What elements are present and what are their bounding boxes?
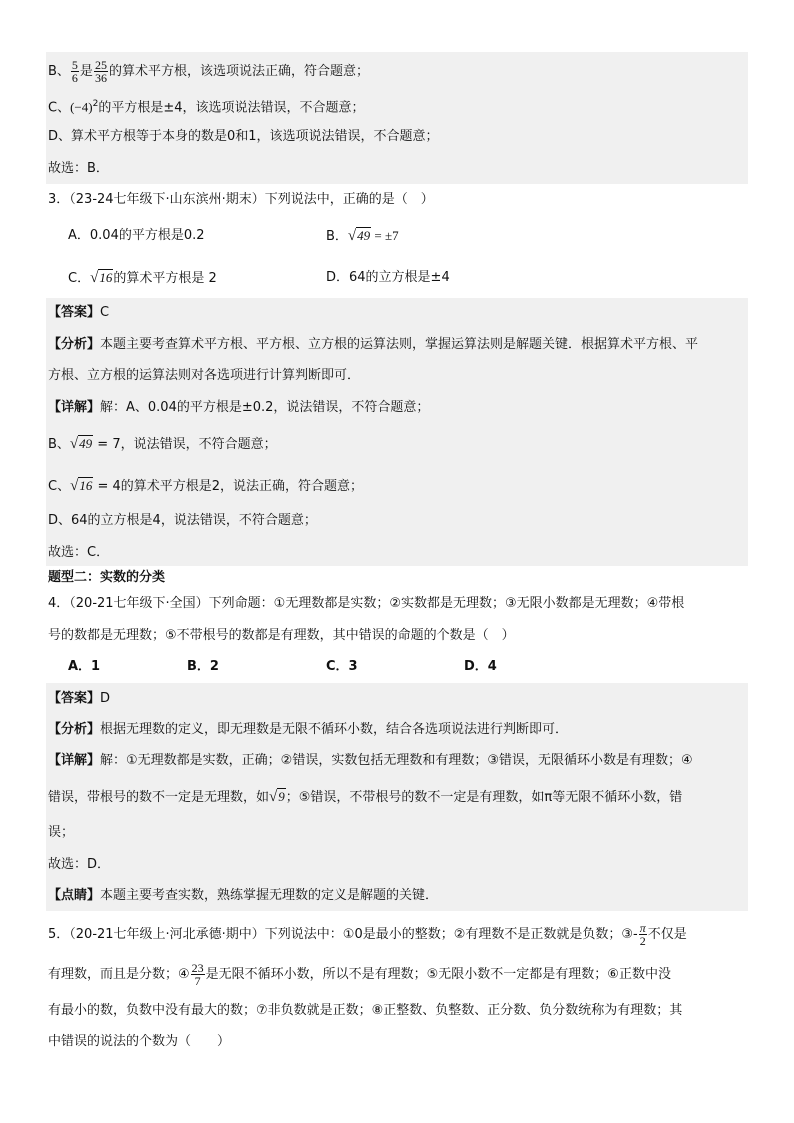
question-5-stem-line-4: 中错误的说法的个数为（ ）: [48, 1034, 231, 1049]
fraction-23-7: [191, 962, 205, 987]
radicand: 9: [278, 789, 285, 804]
fraction-denominator: 36: [94, 71, 107, 85]
q3-detail-b: [48, 434, 277, 455]
sqrt-16: √16: [90, 270, 113, 286]
analysis-label: 【分析】: [48, 722, 101, 737]
q3-analysis-line-1: [48, 335, 698, 355]
question-5-stem-line-3: 有最小的数，负数中没有最大的数；⑦非负数就是正数；⑧正整数、负整数、正分数、负分数统称为有理数；其: [48, 1003, 683, 1018]
q3-answer: [48, 303, 109, 323]
detail-prefix: C、: [48, 479, 71, 494]
option-text: 的算术平方根是 2: [113, 271, 217, 286]
q3-detail-a: [48, 398, 429, 418]
q3-option-d: D．64的立方根是±4: [326, 270, 450, 285]
fraction-25-36: [94, 59, 108, 84]
option-c-text: 的平方根是±4，该选项说法错误，不合题意；: [98, 100, 365, 116]
sqrt-16: √16: [70, 478, 93, 494]
sqrt-9: √9: [269, 789, 285, 805]
q4-detail-line-1: [48, 751, 693, 771]
option-label: C．: [68, 271, 91, 286]
option-text: = ±7: [371, 228, 399, 243]
option-label: B．: [326, 229, 348, 244]
option-d-explanation: D、算术平方根等于本身的数是0和1，该选项说法错误，不合题意；: [48, 129, 439, 144]
option-b-text: 的算术平方根，该选项说法正确，符合题意；: [108, 64, 369, 79]
q4-choice: 故选：D．: [48, 857, 111, 872]
q4-option-b: B．2: [187, 659, 219, 674]
radicand: 49: [357, 228, 371, 243]
detail-label: 【详解】: [48, 400, 101, 415]
detail-text: = 7，说法错误，不符合题意；: [93, 437, 277, 452]
option-b-explanation: [48, 56, 369, 88]
option-c-explanation: [48, 94, 364, 118]
analysis-text: 根据无理数的定义，即无理数是无限不循环小数，结合各选项说法进行判断即可．: [100, 722, 569, 737]
q4-analysis: [48, 720, 568, 740]
comment-text: 本题主要考查实数，熟练掌握无理数的定义是解题的关键．: [100, 888, 439, 903]
detail-text: 错误，带根号的数不一定是无理数，如: [48, 790, 270, 805]
analysis-text: 本题主要考查算术平方根、平方根、立方根的运算法则，掌握运算法则是解题关键．根据算术平方根、平: [100, 337, 699, 352]
detail-label: 【详解】: [48, 753, 101, 768]
q4-comment: [48, 886, 438, 906]
fraction-denominator: 7: [194, 974, 201, 988]
option-c-label: C、: [48, 100, 71, 116]
text-is: 是: [79, 64, 93, 79]
q4-option-c: C．3: [326, 659, 358, 674]
question-4-stem-line-1: 4．（20-21七年级下·全国）下列命题：①无理数都是实数；②实数都是无理数；③无限小数都是无理数；④带根: [48, 596, 685, 611]
question-5-stem-line-2: [48, 958, 671, 992]
sqrt-49: √49: [347, 228, 371, 244]
radicand: 16: [79, 478, 93, 493]
stem-text: 有理数，而且是分数；④: [48, 967, 190, 982]
answer-label: 【答案】: [48, 691, 101, 706]
stem-text: 是无限不循环小数，所以不是有理数；⑤无限小数不一定都是有理数；⑥正数中没: [205, 967, 671, 982]
option-b-label: B、: [48, 64, 70, 79]
comment-label: 【点睛】: [48, 888, 101, 903]
detail-text: 解：①无理数都是实数，正确；②错误，实数包括无理数和有理数；③错误，无限循环小数是有理数；④: [100, 753, 693, 768]
q3-option-c: [68, 268, 217, 289]
exponent: 2: [92, 99, 99, 109]
fraction-pi-2: [639, 922, 647, 947]
question-5-stem-line-1: [48, 918, 687, 952]
q4-answer: [48, 689, 110, 709]
fraction-denominator: 2: [639, 934, 646, 948]
q3-option-a: A．0.04的平方根是0.2: [68, 228, 205, 243]
fraction-numerator: 25: [94, 58, 107, 72]
choice-line: 故选：B．: [48, 161, 109, 176]
fraction-denominator: 6: [71, 71, 78, 85]
answer-value: D: [100, 691, 111, 706]
q3-detail-c: [48, 476, 363, 497]
question-4-stem-line-2: 号的数都是无理数；⑤不带根号的数都是有理数，其中错误的命题的个数是（ ）: [48, 628, 515, 643]
math-expression: (−4): [70, 99, 93, 115]
question-3-stem: 3．（23-24七年级下·山东滨州·期末）下列说法中，正确的是（ ）: [48, 192, 434, 207]
analysis-label: 【分析】: [48, 337, 101, 352]
q4-option-d: D．4: [464, 659, 497, 674]
q4-detail-line-3: 误；: [48, 825, 75, 840]
section-title: 题型二：实数的分类: [48, 570, 166, 585]
detail-text: ；⑤错误，不带根号的数不一定是有理数，如π等无限不循环小数，错: [285, 790, 683, 805]
q4-option-a: A．1: [68, 659, 101, 674]
q3-detail-d: D、64的立方根是4，说法错误，不符合题意；: [48, 513, 317, 528]
stem-text: 5．（20-21七年级上·河北承德·期中）下列说法中：①0是最小的整数；②有理数不是正数就是负数；③-: [48, 927, 638, 942]
answer-value: C: [100, 305, 110, 320]
q3-choice: 故选：C．: [48, 545, 110, 560]
detail-text: 解：A、0.04的平方根是±0.2，说法错误，不符合题意；: [100, 400, 430, 415]
radicand: 16: [99, 270, 113, 285]
sqrt-49: √49: [69, 436, 93, 452]
radicand: 49: [79, 436, 93, 451]
q4-detail-line-2: [48, 787, 682, 808]
detail-prefix: B、: [48, 437, 70, 452]
fraction-numerator: 23: [191, 961, 204, 975]
q3-analysis-line-2: 方根、立方根的运算法则对各选项进行计算判断即可．: [48, 368, 361, 383]
q3-option-b: [326, 226, 399, 247]
answer-label: 【答案】: [48, 305, 101, 320]
fraction-numerator: π: [639, 921, 646, 935]
fraction-numerator: 5: [71, 58, 78, 72]
stem-text: 不仅是: [647, 927, 687, 942]
detail-text: = 4的算术平方根是2，说法正确，符合题意；: [93, 479, 364, 494]
fraction-5-6: [71, 59, 79, 84]
